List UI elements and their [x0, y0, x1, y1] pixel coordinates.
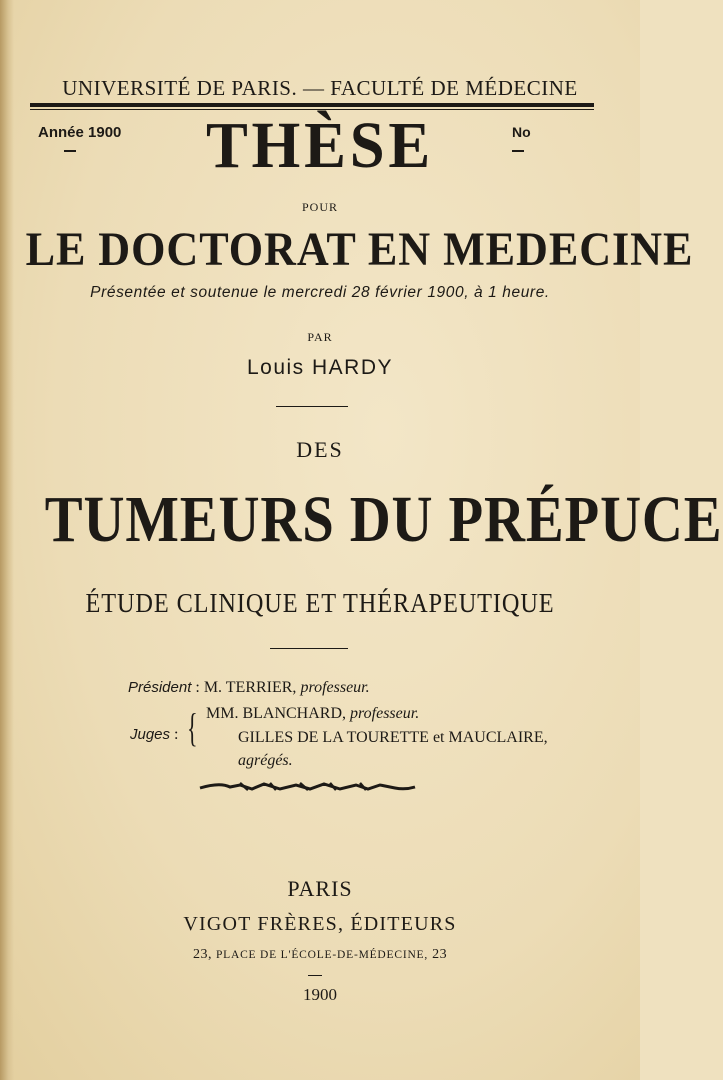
judge2-names-b: MAUCLAIRE,	[448, 729, 548, 746]
judge-1	[206, 705, 419, 723]
address-number: 23,	[192, 947, 212, 962]
des-label: DES	[296, 437, 344, 462]
author-name: Louis HARDY	[246, 356, 394, 379]
decorative-ornament	[200, 780, 415, 794]
judge-2-role	[238, 752, 293, 770]
publication-year: 1900	[303, 985, 337, 1004]
judge1-role: professeur.	[350, 705, 420, 722]
judge2-role: agrégés.	[238, 752, 293, 769]
year-label: Année 1900	[38, 124, 122, 141]
judge1-name: MM. BLANCHARD,	[206, 705, 347, 722]
publisher-name: VIGOT FRÈRES, ÉDITEURS	[183, 913, 457, 935]
judges-label-row: Juges :	[130, 726, 179, 743]
university-header: UNIVERSITÉ DE PARIS. — FACULTÉ DE MÉDECINE	[62, 76, 578, 100]
header-rule-thick	[30, 103, 594, 107]
judge-2	[238, 729, 548, 747]
judges-label: Juges	[130, 726, 171, 743]
address-number-end: 23	[432, 947, 448, 962]
address-street: PLACE DE L'ÉCOLE-DE-MÉDECINE,	[215, 949, 429, 961]
judge2-names: GILLES DE LA TOURETTE	[238, 729, 429, 746]
thesis-subtitle: ÉTUDE CLINIQUE ET THÉRAPEUTIQUE	[85, 588, 555, 618]
president-role: professeur.	[300, 679, 370, 696]
degree-title: LE DOCTORAT EN MEDECINE	[25, 223, 694, 276]
year-dash-rule	[308, 975, 322, 976]
number-label: No	[512, 124, 531, 140]
judges-brace: {	[187, 705, 198, 750]
thesis-title: TUMEURS DU PRÉPUCE	[44, 483, 723, 556]
thesis-word: THÈSE	[205, 109, 435, 182]
divider-rule-2	[270, 648, 348, 649]
pour-label: POUR	[301, 200, 338, 214]
par-label: PAR	[307, 330, 333, 344]
presentation-date: Présentée et soutenue le mercredi 28 février 1900, à 1 heure.	[90, 284, 550, 301]
judge2-and: et	[432, 729, 445, 746]
jury-president: Président : M. TERRIER, professeur.	[128, 679, 370, 696]
publisher-city: PARIS	[287, 876, 353, 901]
divider-rule	[276, 406, 348, 407]
publisher-address	[0, 947, 640, 963]
president-label: Président	[128, 679, 192, 696]
president-name: M. TERRIER,	[203, 679, 297, 696]
